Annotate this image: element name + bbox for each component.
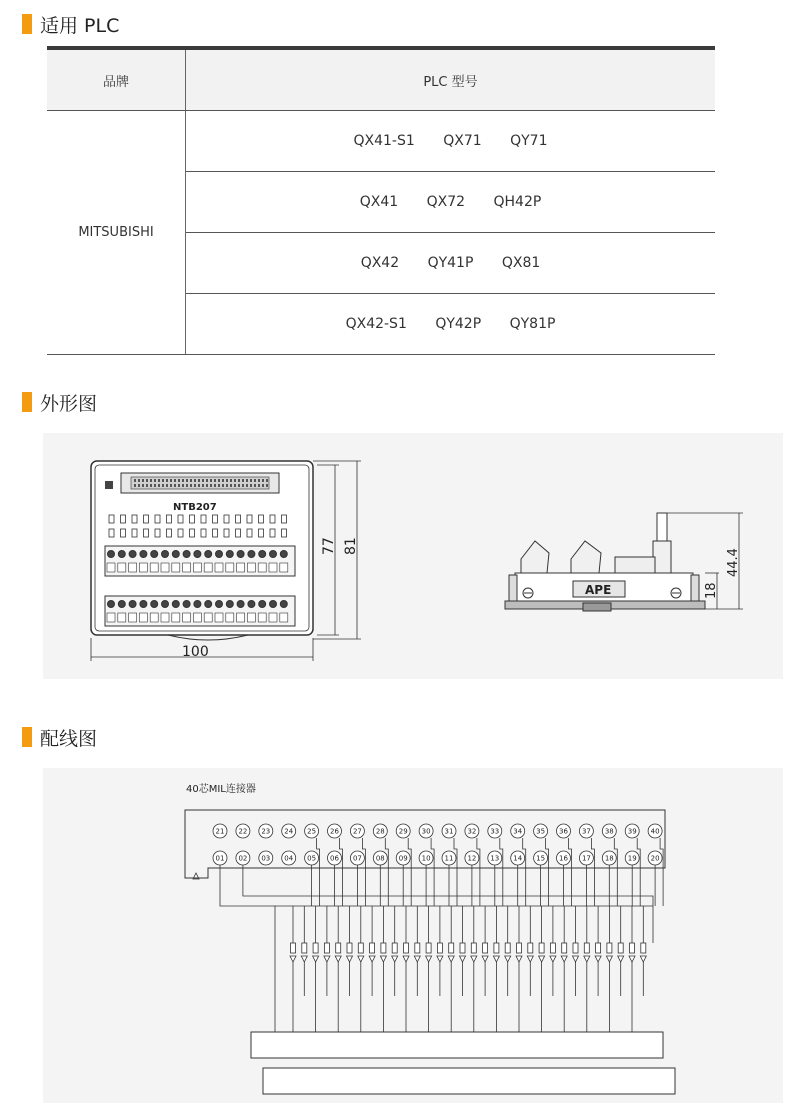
dim-height-inner: 77 [321, 537, 337, 555]
pin-label: 11 [444, 854, 454, 863]
terminal-screw [140, 601, 147, 608]
dim-side-base: 18 [704, 582, 719, 599]
terminal-screw [183, 551, 190, 558]
connector-pin [138, 484, 140, 487]
connector-pin [242, 484, 244, 487]
pin-label: 13 [490, 854, 500, 863]
led-symbol [516, 956, 522, 962]
terminal-slot [183, 613, 191, 622]
connector-pin [194, 479, 196, 482]
pin-label: 21 [215, 827, 225, 836]
pin-label: 35 [536, 827, 546, 836]
terminal-screw [248, 551, 255, 558]
resistor [449, 943, 454, 953]
pin-label: 20 [650, 854, 660, 863]
terminal-screw [280, 551, 287, 558]
model-name: QX41-S1 [353, 133, 415, 149]
pin-label: 15 [536, 854, 546, 863]
terminal-strip-upper [251, 1032, 663, 1058]
terminal-slot [237, 563, 245, 572]
terminal-screw [259, 601, 266, 608]
connector-pin [214, 484, 216, 487]
terminal-screw [118, 601, 125, 608]
terminal-screw [237, 551, 244, 558]
led-symbol [584, 956, 590, 962]
pin-label: 17 [581, 854, 591, 863]
terminal-strip-lower [263, 1068, 675, 1094]
terminal-slot [247, 613, 255, 622]
connector-pin [198, 484, 200, 487]
pin-label: 01 [215, 854, 225, 863]
terminal-screw [270, 601, 277, 608]
section-title-plc [22, 12, 119, 36]
connector-pin [246, 479, 248, 482]
led-symbol [573, 956, 579, 962]
terminal-slot [258, 563, 266, 572]
dim-width: 100 [182, 644, 209, 660]
connector-pin [162, 479, 164, 482]
section-marker [22, 727, 32, 747]
pin-label: 14 [513, 854, 523, 863]
pin-label: 33 [490, 827, 500, 836]
terminal-slot [258, 613, 266, 622]
terminal-slot [129, 563, 137, 572]
module-label: NTB207 [173, 502, 217, 513]
terminal-slot [204, 563, 212, 572]
led-symbol [505, 956, 511, 962]
led-symbol [595, 956, 601, 962]
resistor [494, 943, 499, 953]
pin-label: 05 [307, 854, 317, 863]
terminal-screw [129, 601, 136, 608]
connector-pin [222, 484, 224, 487]
pin-label: 38 [604, 827, 614, 836]
pin-label: 26 [330, 827, 339, 836]
terminal-screw [216, 601, 223, 608]
pin-label: 02 [238, 854, 248, 863]
led-symbol [335, 956, 341, 962]
pin-label: 31 [444, 827, 454, 836]
connector-pin [182, 484, 184, 487]
model-name: QH42P [493, 194, 542, 210]
terminal-screw [237, 601, 244, 608]
pin-label: 18 [604, 854, 614, 863]
model-name: QY71 [510, 133, 548, 149]
terminal-screw [270, 551, 277, 558]
pin-label: 12 [467, 854, 477, 863]
terminal-slot [204, 613, 212, 622]
section-title-text: 配线图 [40, 727, 98, 750]
model-cell [186, 111, 716, 172]
resistor [573, 943, 578, 953]
connector-pin [178, 484, 180, 487]
led-symbol [437, 956, 443, 962]
terminal-slot [280, 613, 288, 622]
terminal-slot [150, 563, 158, 572]
pin-label: 30 [421, 827, 431, 836]
connector-pin [142, 484, 144, 487]
outline-drawing [43, 433, 783, 679]
led-symbol [493, 956, 499, 962]
model-header: PLC 型号 [186, 48, 716, 111]
terminal-screw [226, 601, 233, 608]
connector-pin [190, 484, 192, 487]
connector-pin [146, 479, 148, 482]
led-symbol [347, 956, 353, 962]
connector-pin [206, 484, 208, 487]
pin-label: 06 [330, 854, 339, 863]
connector-pin [134, 479, 136, 482]
section-title-text: 外形图 [40, 392, 98, 415]
connector-pin [218, 484, 220, 487]
resistor [562, 943, 567, 953]
connector-pin [154, 484, 156, 487]
pin-label: 39 [627, 827, 637, 836]
pin-label: 25 [307, 827, 317, 836]
section-title-outline [22, 390, 97, 414]
connector-pin [174, 479, 176, 482]
terminal-screw [129, 551, 136, 558]
connector-pin [226, 479, 228, 482]
terminal-slot [118, 613, 126, 622]
pin-label: 27 [352, 827, 362, 836]
terminal-screw [162, 601, 169, 608]
resistor [291, 943, 296, 953]
connector-pin [230, 479, 232, 482]
terminal-slot [172, 563, 180, 572]
pin-label: 03 [261, 854, 271, 863]
pin-label: 23 [261, 827, 271, 836]
terminal-slot [226, 613, 234, 622]
wiring-panel [43, 768, 783, 1103]
terminal-screw [280, 601, 287, 608]
connector-pin [202, 479, 204, 482]
pin-label: 29 [398, 827, 408, 836]
pin-label: 37 [581, 827, 591, 836]
terminal-slot [193, 563, 201, 572]
connector-pin [250, 484, 252, 487]
led-symbol [460, 956, 466, 962]
connector-pin [234, 484, 236, 487]
led-symbol [482, 956, 488, 962]
pin-label: 36 [559, 827, 568, 836]
terminal-screw [248, 601, 255, 608]
connector-pin [234, 479, 236, 482]
connector-pin [266, 479, 268, 482]
terminal-screw [259, 551, 266, 558]
model-name: QX71 [443, 133, 482, 149]
terminal-screw [162, 551, 169, 558]
terminal-slot [215, 613, 223, 622]
wiring-diagram [43, 768, 783, 1103]
terminal-slot [161, 563, 169, 572]
led-symbol [414, 956, 420, 962]
terminal-slot [193, 613, 201, 622]
led-symbol [380, 956, 386, 962]
terminal-screw [151, 551, 158, 558]
pin-label: 08 [375, 854, 385, 863]
terminal-slot [107, 613, 115, 622]
led-symbol [527, 956, 533, 962]
resistor [336, 943, 341, 953]
model-name: QX42 [360, 255, 400, 271]
terminal-screw [205, 601, 212, 608]
connector-pin [242, 479, 244, 482]
connector-pin [266, 484, 268, 487]
terminal-slot [269, 563, 277, 572]
led-symbol [324, 956, 330, 962]
terminal-slot [280, 563, 288, 572]
led-symbol [550, 956, 556, 962]
connector-pin [154, 479, 156, 482]
terminal-slot [226, 563, 234, 572]
connector-pin [202, 484, 204, 487]
led-symbol [426, 956, 432, 962]
dim-side-total: 44.4 [726, 548, 741, 577]
wire [660, 838, 663, 906]
led-symbol [640, 956, 646, 962]
connector-pin [214, 479, 216, 482]
resistor [505, 943, 510, 953]
connector-pin [170, 484, 172, 487]
connector-pin [158, 479, 160, 482]
terminal-slot [237, 613, 245, 622]
wire [220, 865, 275, 1032]
connector-pin [134, 484, 136, 487]
model-name: QY42P [435, 316, 482, 332]
terminal-slot [269, 613, 277, 622]
model-name: QX41 [359, 194, 399, 210]
pin-label: 28 [375, 827, 385, 836]
terminal-slot [129, 613, 137, 622]
terminal-screw [205, 551, 212, 558]
terminal-screw [118, 551, 125, 558]
led-symbol [392, 956, 398, 962]
dim-height-outer: 81 [343, 537, 359, 555]
connector-pin [222, 479, 224, 482]
front-view [91, 461, 313, 640]
resistor [550, 943, 555, 953]
pin-label: 19 [627, 854, 637, 863]
model-cell [186, 233, 716, 294]
section-marker [22, 14, 32, 34]
led-symbol [369, 956, 375, 962]
connector-pin [150, 484, 152, 487]
resistor [347, 943, 352, 953]
terminal-screw [151, 601, 158, 608]
pin-label: 34 [513, 827, 523, 836]
connector-label: 40芯MIL连接器 [186, 784, 256, 795]
connector-pin [226, 484, 228, 487]
resistor [584, 943, 589, 953]
section-marker [22, 392, 32, 412]
terminal-screw [216, 551, 223, 558]
terminal-screw [172, 551, 179, 558]
terminal-slot [107, 563, 115, 572]
connector-pin [166, 479, 168, 482]
terminal-screw [226, 551, 233, 558]
pin-label: 24 [284, 827, 294, 836]
resistor [437, 943, 442, 953]
led-symbol [606, 956, 612, 962]
section-title-text: 适用 PLC [40, 14, 120, 37]
connector-outline [185, 810, 665, 878]
connector-pin [186, 484, 188, 487]
connector-pin [194, 484, 196, 487]
resistor [630, 943, 635, 953]
resistor [404, 943, 409, 953]
resistor [324, 943, 329, 953]
terminal-screw [194, 601, 201, 608]
outline-panel [43, 433, 783, 679]
connector-pin [170, 479, 172, 482]
table-row [47, 111, 715, 172]
terminal-slot [172, 613, 180, 622]
resistor [483, 943, 488, 953]
pin-label: 07 [352, 854, 362, 863]
resistor [528, 943, 533, 953]
model-name: QY81P [509, 316, 556, 332]
side-logo: APE [585, 583, 612, 597]
led-symbol [290, 956, 296, 962]
connector-pin [210, 484, 212, 487]
connector-pin [174, 484, 176, 487]
model-name: QX42-S1 [345, 316, 407, 332]
connector-pin [246, 484, 248, 487]
connector-pin [146, 484, 148, 487]
connector-pin [210, 479, 212, 482]
led-symbol [358, 956, 364, 962]
connector-pin [250, 479, 252, 482]
resistor [313, 943, 318, 953]
terminal-screw [194, 551, 201, 558]
connector-pin [262, 479, 264, 482]
led-symbol [629, 956, 635, 962]
terminal-slot [183, 563, 191, 572]
connector-pin [178, 479, 180, 482]
connector-pin [230, 484, 232, 487]
connector-pin [254, 484, 256, 487]
connector-pin [198, 479, 200, 482]
resistor [381, 943, 386, 953]
connector-pin [254, 479, 256, 482]
model-cell [186, 294, 716, 355]
connector-pin [262, 484, 264, 487]
connector-pin [218, 479, 220, 482]
brand-header: 品牌 [47, 48, 186, 111]
terminal-slot [139, 563, 147, 572]
connector-pin [190, 479, 192, 482]
pin-label: 40 [650, 827, 660, 836]
model-name: QX81 [501, 255, 541, 271]
pin-label: 16 [559, 854, 568, 863]
led-symbol [618, 956, 624, 962]
resistor [460, 943, 465, 953]
pin-label: 22 [238, 827, 248, 836]
connector-pin [158, 484, 160, 487]
pin-label: 04 [284, 854, 294, 863]
connector-pin [142, 479, 144, 482]
connector-pin [186, 479, 188, 482]
led-symbol [539, 956, 545, 962]
connector-pin [258, 484, 260, 487]
terminal-screw [108, 551, 115, 558]
pin-label: 09 [398, 854, 408, 863]
connector-pin [206, 479, 208, 482]
terminal-screw [172, 601, 179, 608]
resistor [370, 943, 375, 953]
terminal-slot [150, 613, 158, 622]
led-symbol [448, 956, 454, 962]
led-symbol [301, 956, 307, 962]
connector-pin [138, 479, 140, 482]
connector-pin [238, 479, 240, 482]
connector-pin [150, 479, 152, 482]
terminal-slot [247, 563, 255, 572]
connector-pin [166, 484, 168, 487]
terminal-slot [215, 563, 223, 572]
brand-cell: MITSUBISHI [47, 111, 186, 355]
terminal-screw [108, 601, 115, 608]
led-symbol [471, 956, 477, 962]
terminal-screw [183, 601, 190, 608]
resistor [471, 943, 476, 953]
plc-table [47, 46, 715, 355]
terminal-screw [140, 551, 147, 558]
model-name: QY41P [427, 255, 474, 271]
led-symbol [403, 956, 409, 962]
model-cell [186, 172, 716, 233]
resistor [426, 943, 431, 953]
resistor [607, 943, 612, 953]
pin-label: 32 [467, 827, 477, 836]
led-symbol [313, 956, 319, 962]
resistor [415, 943, 420, 953]
resistor [539, 943, 544, 953]
connector-pin [238, 484, 240, 487]
resistor [302, 943, 307, 953]
model-name: QX72 [426, 194, 466, 210]
resistor [641, 943, 646, 953]
terminal-slot [118, 563, 126, 572]
resistor [618, 943, 623, 953]
connector-pin [258, 479, 260, 482]
connector-pin [162, 484, 164, 487]
resistor [517, 943, 522, 953]
resistor [392, 943, 397, 953]
terminal-slot [161, 613, 169, 622]
resistor [596, 943, 601, 953]
terminal-slot [139, 613, 147, 622]
resistor [358, 943, 363, 953]
connector-pin [182, 479, 184, 482]
section-title-wiring [22, 725, 97, 749]
led-symbol [561, 956, 567, 962]
pin-label: 10 [421, 854, 431, 863]
